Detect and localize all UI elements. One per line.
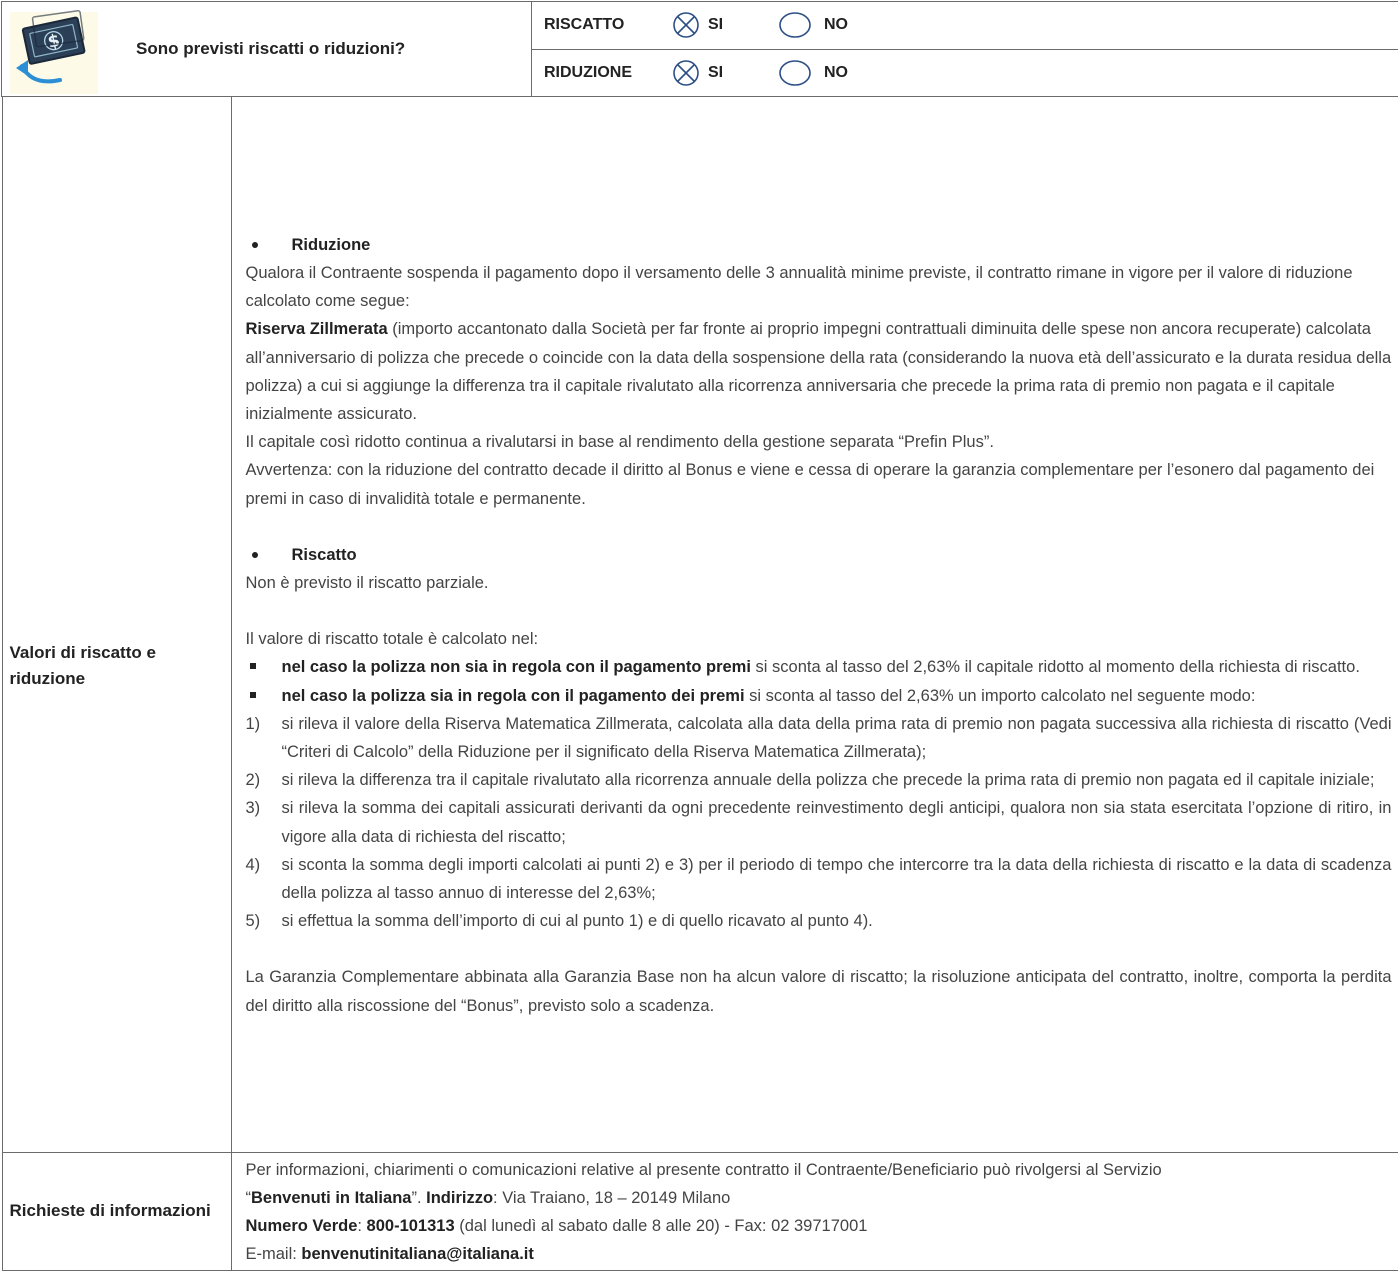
info-label-cell xyxy=(2,1152,231,1270)
info-line-2: “Benvenuti in Italiana”. Indirizzo: Via Traiano, 18 – 20149 Milano xyxy=(246,1184,1392,1212)
list-item: 4) si sconta la somma degli importi calcolati ai punti 2) e 3) per il periodo di tempo che intercorre tra la data della richiesta di riscatto e la data di scadenza della polizza al tasso annuo di interesse del 2,63%; xyxy=(246,851,1392,907)
riscatto-totale-text: Il valore di riscatto totale è calcolato nel: xyxy=(246,625,1392,653)
list-item: nel caso la polizza sia in regola con il pagamento dei premi si sconta al tasso del 2,63% un importo calcolato nel seguente modo: xyxy=(246,682,1392,710)
checkbox-no-riscatto[interactable] xyxy=(778,11,848,39)
riscatto-heading: Riscatto xyxy=(246,541,1392,569)
valori-label: Valori di riscatto e riduzione xyxy=(10,556,231,692)
option-no-label: NO xyxy=(824,64,848,82)
email-link[interactable]: benvenutinitaliana@italiana.it xyxy=(301,1245,533,1263)
checkbox-si-riduzione[interactable] xyxy=(672,59,778,87)
checked-circle-icon xyxy=(672,11,700,39)
option-si-label: SI xyxy=(708,64,778,82)
list-item: 3) si rileva la somma dei capitali assicurati derivanti da ogni precedente reinvestimento degli anticipi, qualora non sia stata esercitata l’opzione di ritiro, in vigore alla data di richiesta del riscatto; xyxy=(246,794,1392,850)
empty-circle-icon xyxy=(778,11,812,39)
rivalutazione-paragraph: Il capitale così ridotto continua a rivalutarsi in base al rendimento della gestione separata “Prefin Plus”. xyxy=(246,428,1392,456)
info-content-cell xyxy=(231,1152,1398,1270)
option-label: RIDUZIONE xyxy=(544,64,672,82)
riduzione-heading: Riduzione xyxy=(246,231,1392,259)
svg-text:$: $ xyxy=(46,31,62,53)
option-no-label: NO xyxy=(824,16,848,34)
list-item: nel caso la polizza non sia in regola con il pagamento premi si sconta al tasso del 2,63% il capitale ridotto al momento della richiesta di riscatto. xyxy=(246,653,1392,681)
info-line-4: E-mail: benvenutinitaliana@italiana.it xyxy=(246,1240,1392,1268)
list-item: 5) si effettua la somma dell’importo di cui al punto 1) e di quello ricavato al punto 4). xyxy=(246,907,1392,935)
option-label: RISCATTO xyxy=(544,16,672,34)
option-si-label: SI xyxy=(708,16,778,34)
option-row-riduzione xyxy=(532,49,1398,97)
list-item: 2) si rileva la differenza tra il capitale rivalutato alla ricorrenza annuale della polizza che precede la prima rata di premio non pagata ed il capitale iniziale; xyxy=(246,766,1392,794)
riduzione-paragraph: Qualora il Contraente sospenda il pagamento dopo il versamento delle 3 annualità minime previste, il contratto rimane in vigore per il valore di riduzione calcolato come segue: xyxy=(246,259,1392,315)
checkbox-si-riscatto[interactable] xyxy=(672,11,778,39)
info-line-1: Per informazioni, chiarimenti o comunicazioni relative al presente contratto il Contraente/Beneficiario può rivolgersi al Servizio xyxy=(246,1156,1392,1184)
list-item: 1) si rileva il valore della Riserva Matematica Zillmerata, calcolata alla data della prima rata di premio non pagata successiva alla richiesta di riscatto (Vedi “Criteri di Calcolo” della Riduzione per il significato della Riserva Matematica Zillmerata); xyxy=(246,710,1392,766)
info-line-3: Numero Verde: 800-101313 (dal lunedì al sabato dalle 8 alle 20) - Fax: 02 39717001 xyxy=(246,1212,1392,1240)
header-cell xyxy=(2,2,532,97)
riscatto-parziale-text: Non è previsto il riscatto parziale. xyxy=(246,569,1392,597)
money-refund-icon xyxy=(2,2,102,96)
option-row-riscatto xyxy=(532,2,1398,50)
info-label: Richieste di informazioni xyxy=(10,1198,231,1224)
garanzia-paragraph: La Garanzia Complementare abbinata alla Garanzia Base non ha alcun valore di riscatto; la risoluzione anticipata del contratto, inoltre, comporta la perdita del diritto alla riscossione del “Bonus”, previsto solo a scadenza. xyxy=(246,963,1392,1019)
valori-label-cell xyxy=(2,97,231,1152)
riserva-paragraph: Riserva Zillmerata (importo accantonato dalla Società per far fronte ai proprio impegni contrattuali diminuita delle spese non ancora recuperate) calcolata all’anniversario di polizza che precede o coincide con la data della sospensione della rata (considerando la nuova età dell’assicurato e la durata residua della polizza) a cui si aggiunge la differenza tra il capitale rivalutato alla ricorrenza anniversaria che precede la prima rata di premio non pagata e il capitale inizialmente assicurato. xyxy=(246,315,1392,428)
avvertenza-paragraph: Avvertenza: con la riduzione del contratto decade il diritto al Bonus e viene e cessa di operare la garanzia complementare per l’esonero dal pagamento dei premi in caso di invalidità totale e permanente. xyxy=(246,456,1392,512)
header-question: Sono previsti riscatti o riduzioni? xyxy=(136,39,405,59)
checked-circle-icon xyxy=(672,59,700,87)
valori-content-cell xyxy=(231,97,1398,1152)
empty-circle-icon xyxy=(778,59,812,87)
checkbox-no-riduzione[interactable] xyxy=(778,59,848,87)
info-table xyxy=(1,1,1398,1271)
